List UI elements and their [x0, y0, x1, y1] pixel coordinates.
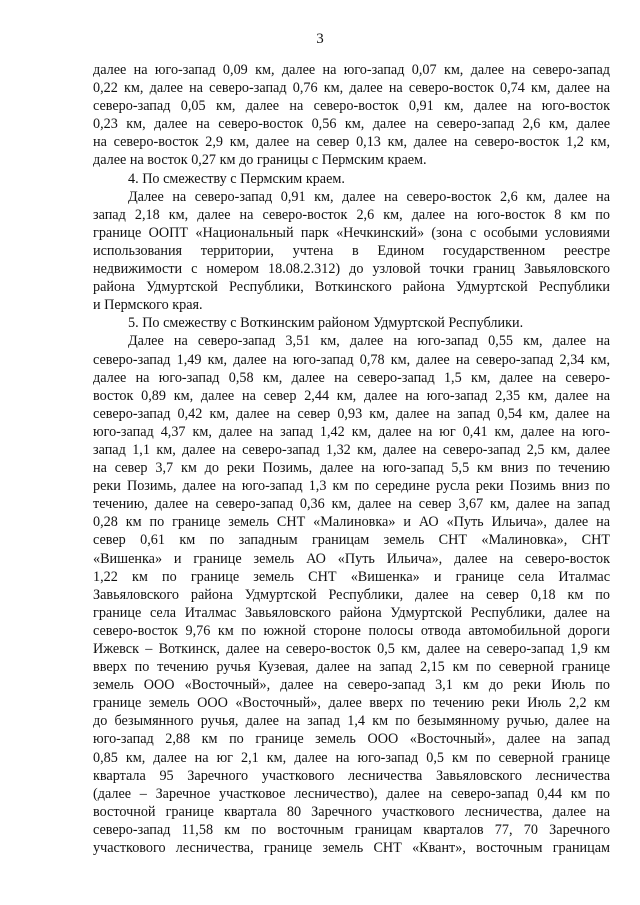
text-line: Ижевск – Воткинск, далее на северо-восток 0,5 км, далее на северо-запад 1,9 км [93, 641, 610, 657]
text-line: границе ООПТ «Национальный парк «Нечкинский» (зона с особыми условиями [93, 224, 610, 241]
text-line: далее на юго-запад 0,09 км, далее на юго-запад 0,07 км, далее на северо-запад [93, 62, 610, 78]
text-line: 5. По смежеству с Воткинским районом Удмуртской Республики. [128, 315, 524, 332]
text-line: северо-запад 0,42 км, далее на север 0,93 км, далее на запад 0,54 км, далее на [93, 405, 610, 422]
text-line: течению, далее на северо-запад 0,36 км, далее на север 3,67 км, далее на запад [93, 496, 610, 513]
text-line: 0,85 км, далее на юг 2,1 км, далее на юго-запад 0,5 км по северной границе [93, 749, 610, 766]
text-line: 1,22 км по границе земель СНТ «Вишенка» и границе села Италмас [93, 568, 610, 585]
text-line: Завьяловского района Удмуртской Республики, далее на север 0,18 км по [93, 586, 610, 603]
text-line: юго-запад 2,88 км по границе земель ООО «Восточный», далее на запад [93, 731, 610, 748]
text-line: запад 2,18 км, далее на северо-восток 2,6 км, далее на юго-восток 8 км по [93, 206, 610, 223]
text-line: 0,28 км по границе земель СНТ «Малиновка» и АО «Путь Ильича», далее на [93, 514, 610, 531]
text-line: восток 0,89 км, далее на север 2,44 км, далее на юго-запад 2,35 км, далее на [93, 387, 610, 404]
text-line: запад 1,1 км, далее на северо-запад 1,32 км, далее на северо-запад 2,5 км, далее [93, 441, 610, 458]
text-line: северо-восток 9,76 км по южной стороне полосы отвода автомобильной дороги [93, 622, 610, 639]
text-line: восточной границе квартала 80 Заречного участкового лесничества, далее на [93, 803, 610, 820]
text-line: «Вишенка» и границе земель АО «Путь Ильича», далее на северо-восток [93, 550, 610, 567]
text-line: до безымянного ручья, далее на запад 1,4 км по безымянному ручью, далее на [93, 713, 610, 730]
text-line: границе села Италмас Завьяловского района Удмуртской Республики, далее на [93, 604, 610, 621]
text-line: реки Позимь, далее на юго-запад 1,3 км по середине русла реки Позимь вниз по [93, 478, 610, 495]
text-line: земель ООО «Восточный», далее на северо-запад 3,1 км до реки Июль по [93, 677, 610, 694]
text-line: Далее на северо-запад 0,91 км, далее на северо-восток 2,6 км, далее на [128, 188, 610, 205]
text-line: 0,22 км, далее на северо-запад 0,76 км, далее на северо-восток 0,74 км, далее на [93, 80, 610, 97]
text-line: север 0,61 км по западным границам земель СНТ «Малиновка», СНТ [93, 532, 610, 549]
text-line: северо-запад 11,58 км по восточным границам кварталов 77, 70 Заречного [93, 821, 610, 838]
document-body [93, 61, 610, 857]
text-line: квартала 95 Заречного участкового лесничества Завьяловского лесничества [93, 767, 610, 784]
text-line: района Удмуртской Республики, Воткинского района Удмуртской Республики [93, 279, 610, 296]
text-line: на северо-восток 2,9 км, далее на север 0,13 км, далее на северо-восток 1,2 км, [93, 134, 610, 151]
text-line: далее на восток 0,27 км до границы с Пермским краем. [93, 152, 427, 169]
text-line: 0,23 км, далее на северо-восток 0,56 км, далее на северо-запад 2,6 км, далее [93, 116, 610, 133]
text-line: (далее – Заречное участковое лесничество), далее на северо-запад 0,44 км по [93, 785, 610, 802]
text-line: Далее на северо-запад 3,51 км, далее на юго-запад 0,55 км, далее на [128, 333, 610, 350]
text-line: использования территории, учтена в Едином государственном реестре [93, 242, 610, 259]
text-line: вверх по течению ручья Кузевая, далее на запад 2,15 км по северной границе [93, 659, 610, 676]
text-line: недвижимости с номером 18.08.2.312) до узловой точки границ Завьяловского [93, 261, 610, 278]
text-line: северо-запад 0,05 км, далее на северо-восток 0,91 км, далее на юго-восток [93, 98, 610, 115]
text-line: границе земель ООО «Восточный», далее вверх по течению реки Июль 2,2 км [93, 695, 610, 712]
text-line: северо-запад 1,49 км, далее на юго-запад 0,78 км, далее на северо-запад 2,34 км, [93, 351, 610, 368]
text-line: 4. По смежеству с Пермским краем. [128, 170, 345, 187]
text-line: далее на юго-запад 0,58 км, далее на северо-запад 1,5 км, далее на северо- [93, 369, 610, 386]
text-line: и Пермского края. [93, 297, 203, 314]
text-line: на север 3,7 км до реки Позимь, далее на юго-запад 5,5 км вниз по течению [93, 460, 610, 477]
text-line: юго-запад 4,37 км, далее на запад 1,42 км, далее на юг 0,41 км, далее на юго- [93, 423, 610, 440]
text-line: участкового лесничества, границе земель СНТ «Квант», восточным границам [93, 840, 610, 857]
page-number: 3 [316, 31, 324, 47]
